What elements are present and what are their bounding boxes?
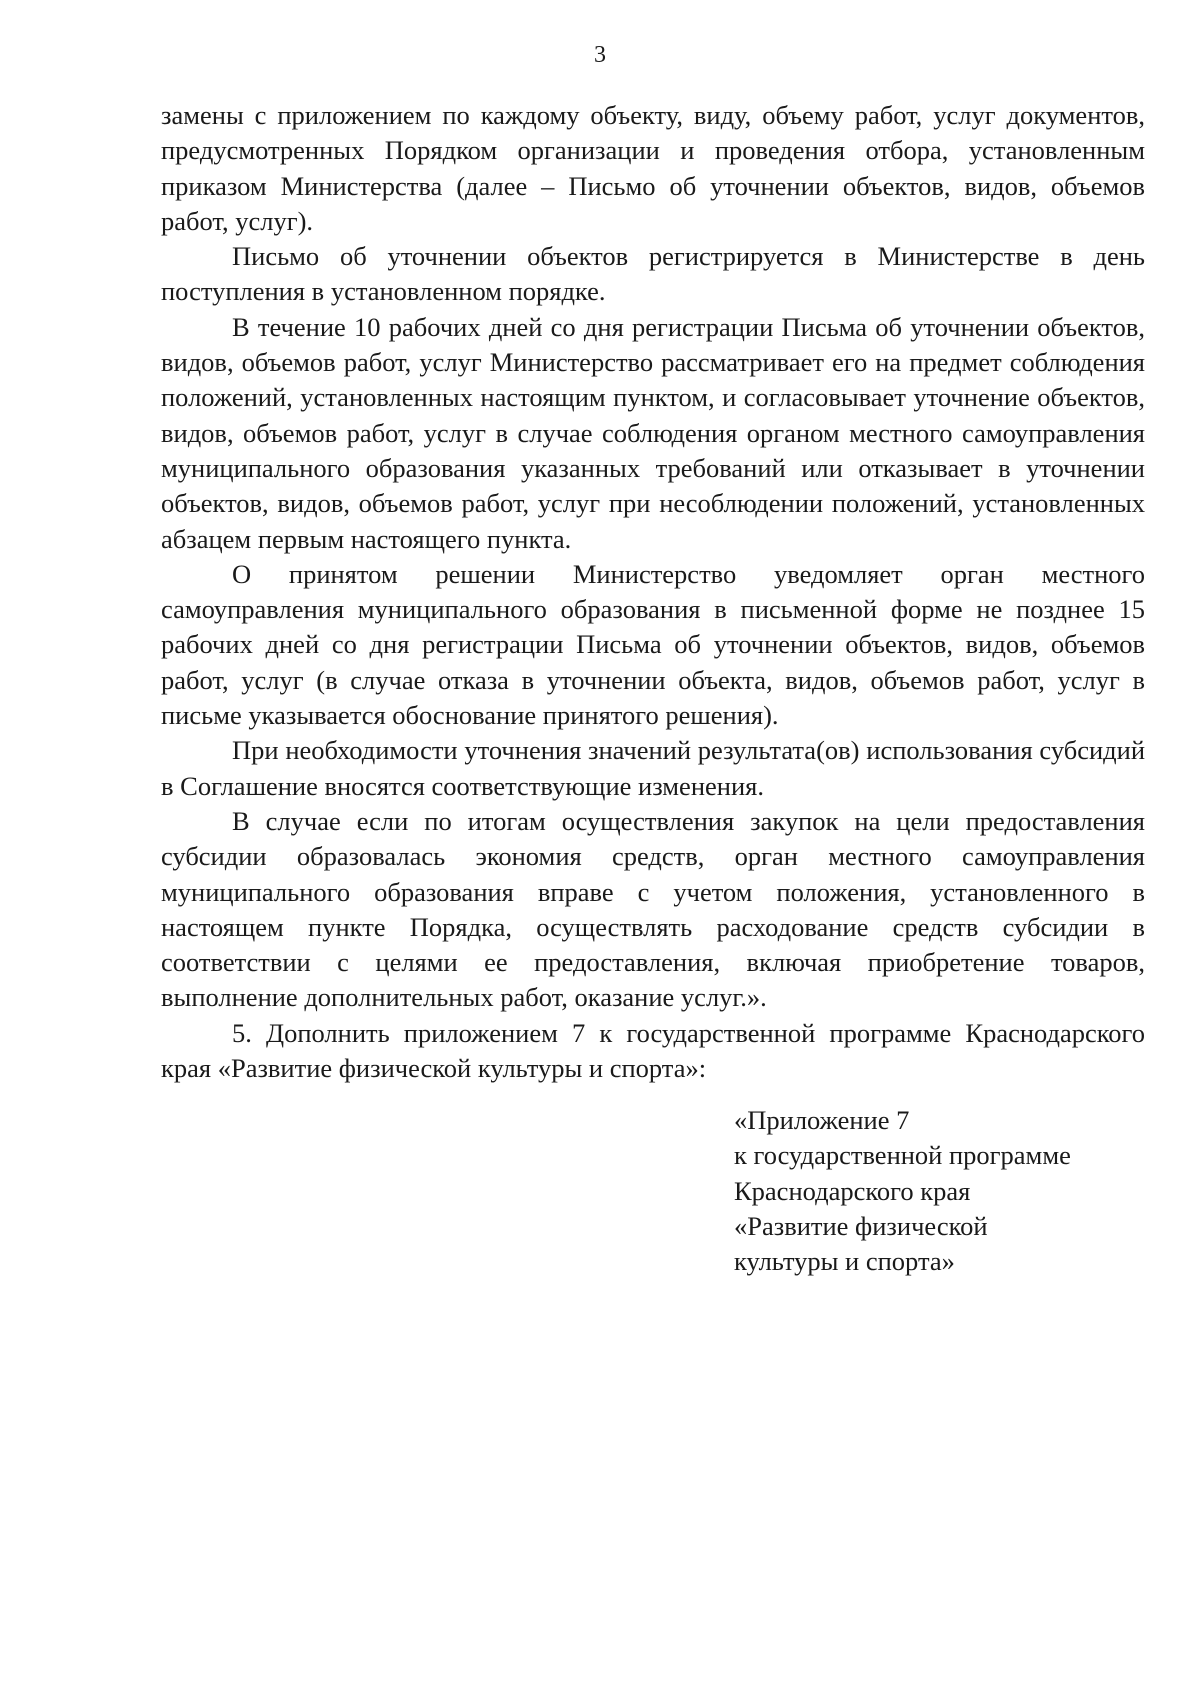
paragraph-continuation: замены с приложением по каждому объекту, виду, объему работ, услуг документов, предусмотренных Порядком организации и проведения отбора, установленным приказом Министерства (далее – Письмо об уточнении объектов, видов, объемов работ, услуг).	[161, 100, 1145, 236]
page-number: 3	[594, 42, 606, 68]
paragraph-registration: Письмо об уточнении объектов регистрируется в Министерстве в день поступления в установленном порядке.	[161, 241, 1145, 307]
paragraph-result-values: При необходимости уточнения значений результата(ов) использования субсидий в Соглашение вносятся соответствующие изменения.	[161, 735, 1145, 801]
paragraph-savings: В случае если по итогам осуществления закупок на цели предоставления субсидии образовалась экономия средств, орган местного самоуправления муниципального образования вправе с учетом положения, установленного в настоящем пункте Порядка, осуществлять расходование средств субсидии в соответствии с целями ее предоставления, включая приобретение товаров, выполнение дополнительных работ, оказание услуг.».	[161, 805, 1145, 1013]
appendix-line: к государственной программе	[734, 1140, 1071, 1171]
appendix-line: «Приложение 7	[734, 1105, 910, 1135]
appendix-line: Краснодарского края	[734, 1175, 971, 1206]
document-body	[161, 98, 1145, 1086]
paragraph-item-5: 5. Дополнить приложением 7 к государственной программе Краснодарского края «Развитие физической культуры и спорта»:	[161, 1017, 1145, 1084]
appendix-line: «Развитие физической	[734, 1210, 988, 1241]
paragraph-decision-notice: О принятом решении Министерство уведомляет орган местного самоуправления муниципального образования в письменной форме не позднее 15 рабочих дней со дня регистрации Письма об уточнении объектов, видов, объемов работ, услуг (в случае отказа в уточнении объекта, видов, объемов работ, услуг в письме указывается обоснование принятого решения).	[161, 558, 1145, 731]
appendix-line: культуры и спорта»	[734, 1246, 955, 1277]
appendix-reference	[734, 1103, 1154, 1279]
paragraph-review-period: В течение 10 рабочих дней со дня регистрации Письма об уточнении объектов, видов, объемов работ, услуг Министерство рассматривает его на предмет соблюдения положений, установленных настоящим пунктом, и согласовывает уточнение объектов, видов, объемов работ, услуг в случае соблюдения органом местного самоуправления муниципального образования указанных требований или отказывает в уточнении объектов, видов, объемов работ, услуг при несоблюдении положений, установленных абзацем первым настоящего пункта.	[161, 311, 1145, 554]
